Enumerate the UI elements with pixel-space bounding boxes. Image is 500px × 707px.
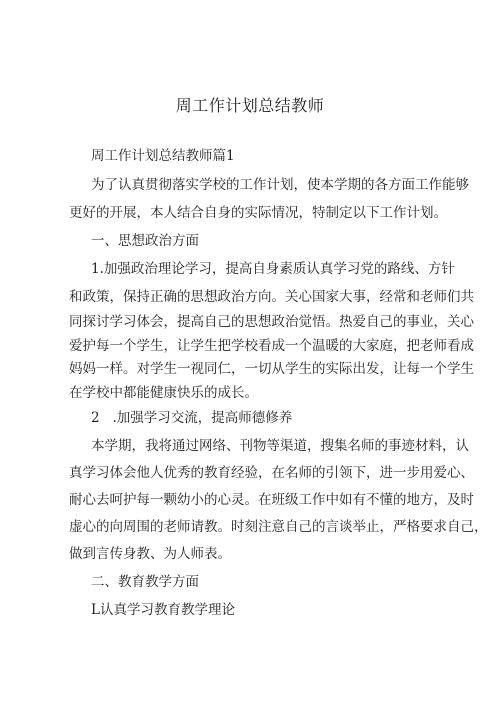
paragraph-line: 同探讨学习体会，提高自己的思想政治觉悟。热爱自己的事业，关心	[69, 314, 474, 330]
paragraph-line: 虚心的向周围的老师请教。时刻注意自己的言谈举止，严格要求自己，	[69, 519, 488, 535]
paragraph-line: 妈妈一样。对学生一视同仁，一切从学生的实际出发，让每一个学生	[69, 361, 474, 377]
paragraph-line: 做到言传身教、为人师表。	[69, 546, 231, 562]
section-heading: 二、教育教学方面	[91, 574, 199, 590]
paragraph-line: 本学期，我将通过网络、刊物等渠道，搜集名师的事迹材料，认	[91, 438, 469, 454]
document-title: 周工作计划总结教师	[175, 96, 325, 115]
section-heading: L认真学习教育教学理论	[91, 602, 235, 618]
paragraph-line: 更好的开展，本人结合自身的实际情况，特制定以下工作计划。	[69, 205, 447, 221]
paragraph-line: 和政策，保持正确的思想政治方向。关心国家大事，经常和老师们共	[69, 289, 474, 305]
paragraph-line: 真学习体会他人优秀的教育经验，在名师的引领下，进一步用爱心、	[69, 465, 474, 481]
paragraph-line: 1.加强政治理论学习，提高自身素质认真学习党的路线、方针	[91, 261, 455, 277]
section-heading: 2 .加强学习交流，提高师德修养	[91, 410, 293, 426]
paragraph-line: 为了认真贯彻落实学校的工作计划，使本学期的各方面工作能够	[91, 177, 469, 193]
section-heading: 周工作计划总结教师篇1	[91, 148, 235, 164]
paragraph-line: 爱护每一个学生，让学生把学校看成一个温暖的大家庭，把老师看成	[69, 338, 474, 354]
paragraph-line: 在学校中都能健康快乐的成长。	[69, 385, 258, 401]
paragraph-line: 耐心去呵护每一颗幼小的心灵。在班级工作中如有不懂的地方，及时	[69, 492, 474, 508]
section-heading: 一、思想政治方面	[91, 233, 199, 249]
